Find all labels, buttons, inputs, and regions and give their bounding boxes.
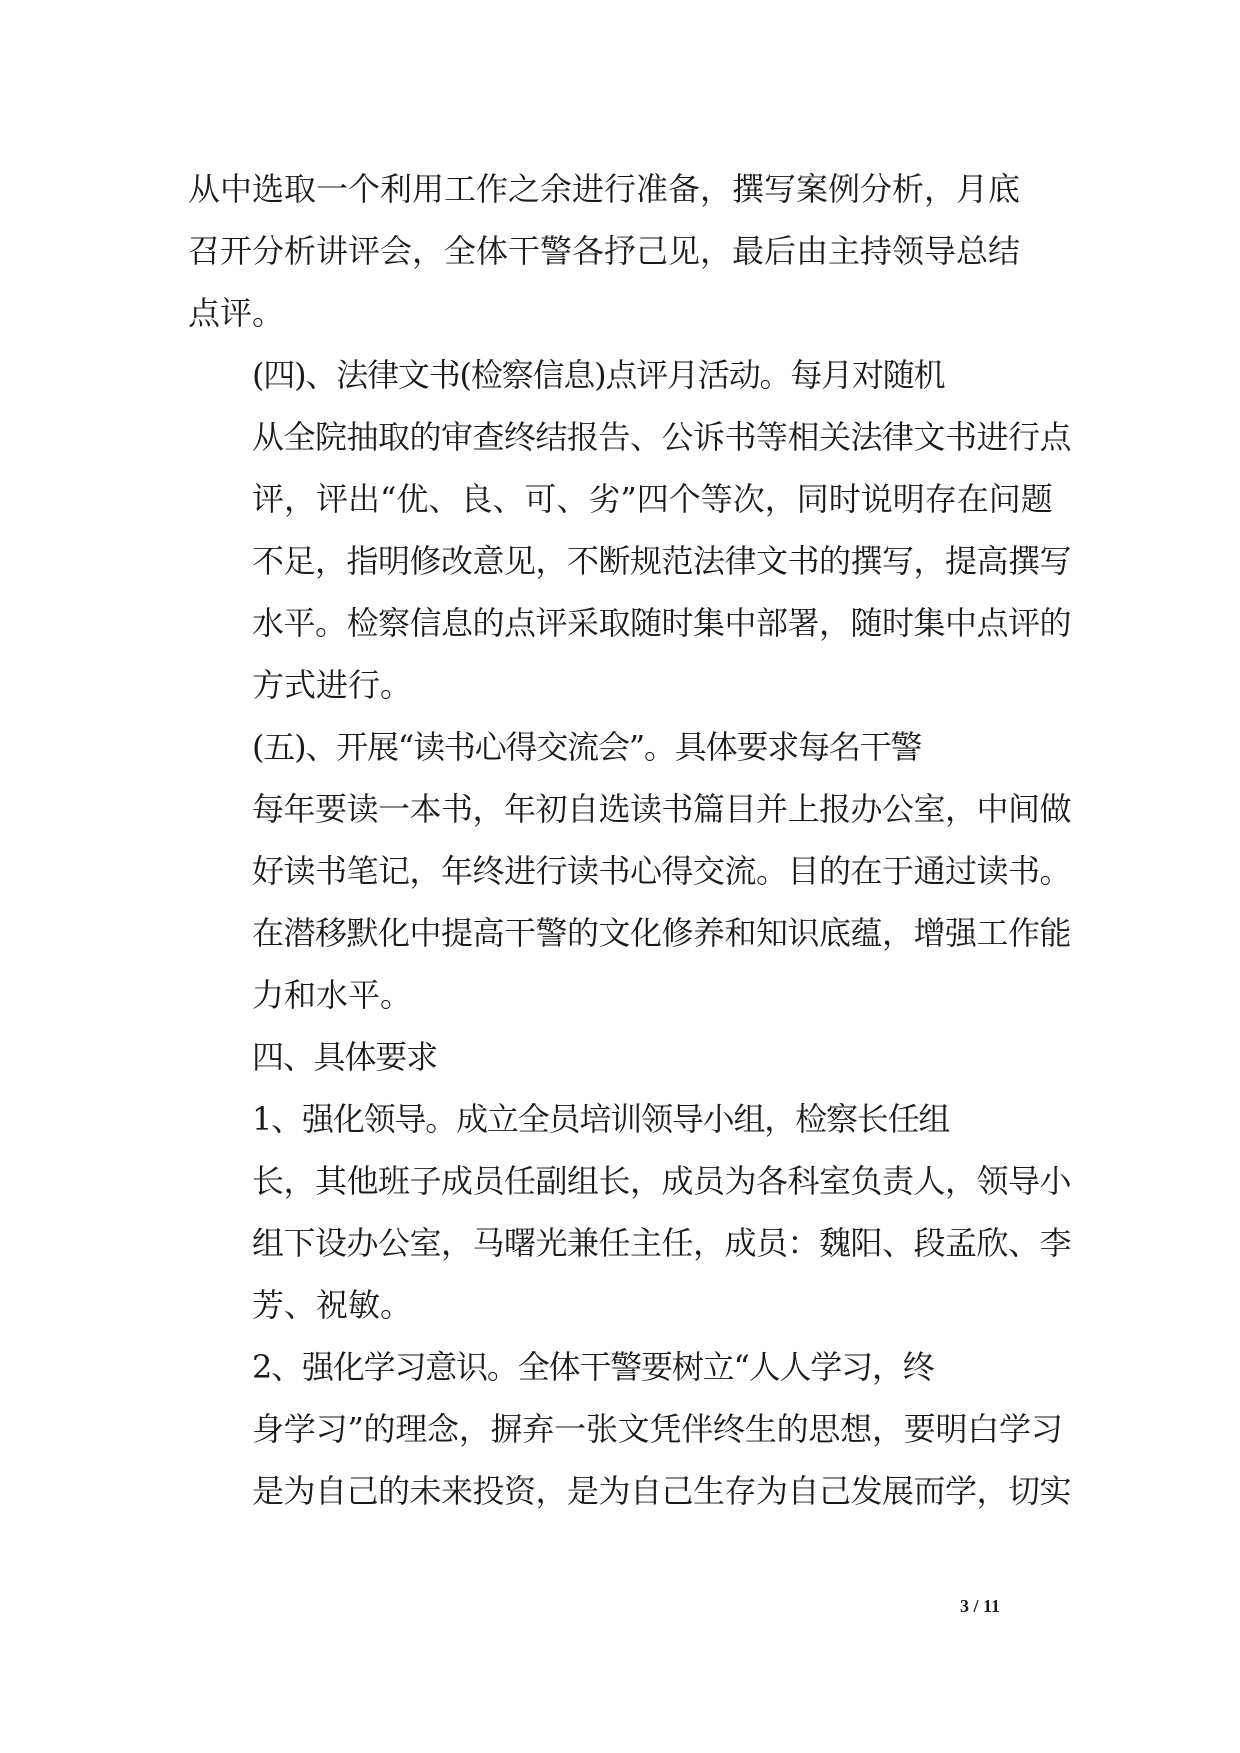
text-line: 2、强化学习意识。全体干警要树立“人人学习，终 bbox=[252, 1348, 934, 1386]
text-line: 召开分析讲评会，全体干警各抒己见，最后由主持领导总结 bbox=[188, 232, 1021, 270]
text-line: 水平。检察信息的点评采取随时集中部署，随时集中点评的 bbox=[252, 604, 1072, 642]
text-line: 四、具体要求 bbox=[252, 1038, 437, 1076]
text-line: 从中选取一个利用工作之余进行准备，撰写案例分析，月底 bbox=[188, 170, 1021, 208]
text-line: 评，评出“优、良、可、劣”四个等次，同时说明存在问题 bbox=[252, 480, 1053, 518]
body-text bbox=[188, 158, 1072, 1522]
text-line: 力和水平。 bbox=[252, 976, 413, 1014]
text-line: 是为自己的未来投资，是为自己生存为自己发展而学，切实 bbox=[252, 1472, 1072, 1510]
text-line: 每年要读一本书，年初自选读书篇目并上报办公室，中间做 bbox=[252, 790, 1072, 828]
text-line: 点评。 bbox=[188, 294, 285, 332]
text-line: 不足，指明修改意见，不断规范法律文书的撰写，提高撰写 bbox=[252, 542, 1072, 580]
page-number: 3 / 11 bbox=[960, 1596, 1001, 1616]
text-line: 从全院抽取的审查终结报告、公诉书等相关法律文书进行点 bbox=[252, 418, 1072, 456]
paragraph bbox=[188, 716, 1072, 1026]
text-line: 芳、祝敏。 bbox=[252, 1286, 413, 1324]
paragraph bbox=[188, 1088, 1072, 1336]
text-line: 组下设办公室，马曙光兼任主任，成员：魏阳、段孟欣、李 bbox=[252, 1224, 1072, 1262]
text-line: (五)、开展“读书心得交流会”。具体要求每名干警 bbox=[252, 728, 922, 766]
text-line: 长，其他班子成员任副组长，成员为各科室负责人，领导小 bbox=[252, 1162, 1072, 1200]
text-line: 在潜移默化中提高干警的文化修养和知识底蕴，增强工作能 bbox=[252, 914, 1072, 952]
text-line: 好读书笔记，年终进行读书心得交流。目的在于通过读书。 bbox=[252, 852, 1072, 890]
text-line: 1、强化领导。成立全员培训领导小组，检察长任组 bbox=[252, 1100, 950, 1138]
text-line: 方式进行。 bbox=[252, 666, 413, 704]
text-line: 身学习”的理念，摒弃一张文凭伴终生的思想，要明白学习 bbox=[252, 1410, 1063, 1448]
text-line: (四)、法律文书(检察信息)点评月活动。每月对随机 bbox=[252, 356, 945, 394]
paragraph bbox=[188, 1026, 1056, 1088]
paragraph bbox=[188, 158, 1056, 344]
paragraph bbox=[188, 344, 1072, 716]
paragraph bbox=[188, 1336, 1072, 1522]
